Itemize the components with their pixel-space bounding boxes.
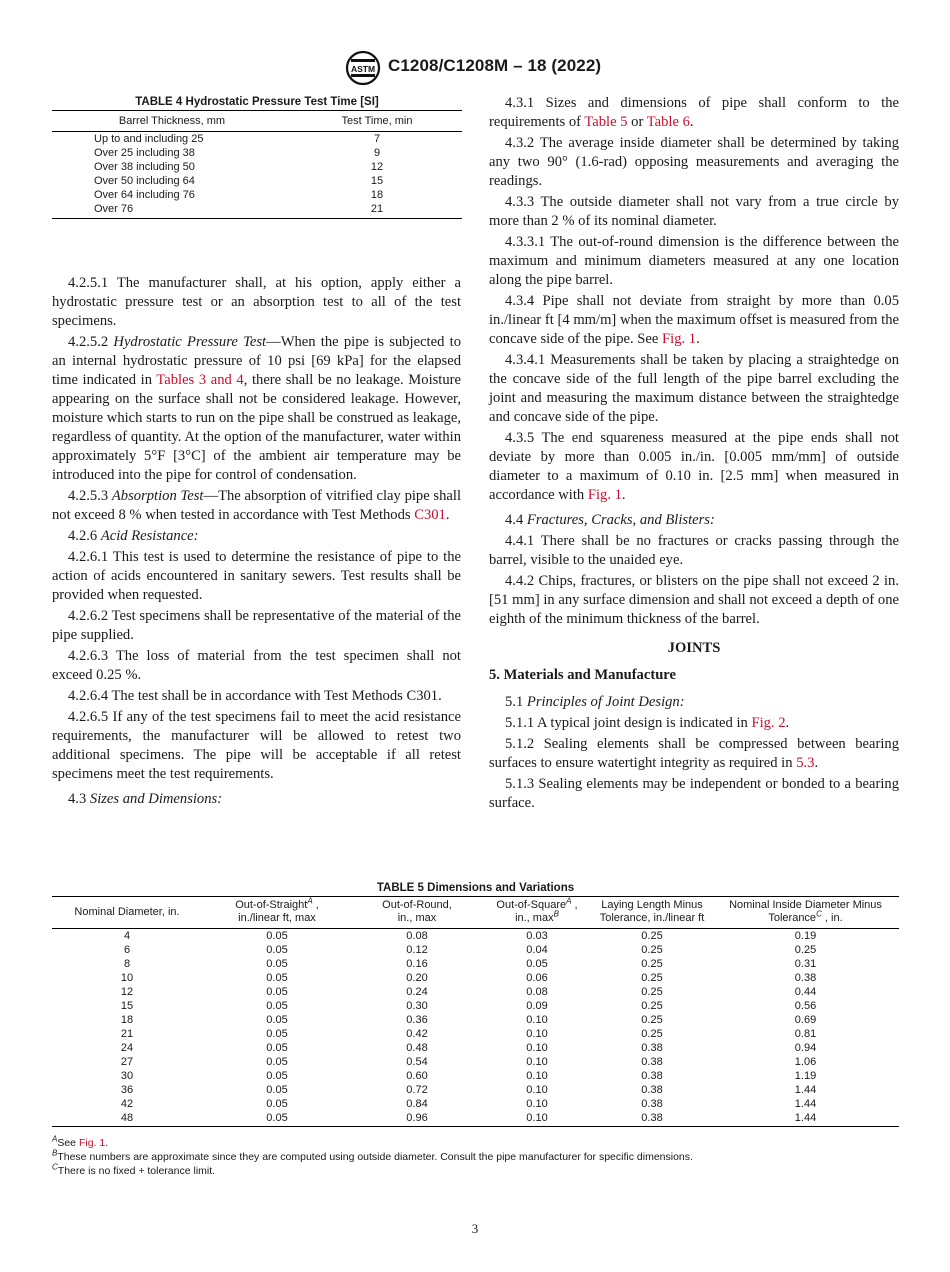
paragraph-4-4-2: 4.4.2 Chips, fractures, or blisters on the pipe shall not exceed 2 in. [51 mm] in any surface dimension and shall not exceed a depth of one eighth of the minimum thickness of the barrel. <box>489 573 899 627</box>
table-cell: Over 76 <box>52 202 292 219</box>
table-row <box>52 985 899 999</box>
footnote-marker: B <box>52 1148 58 1158</box>
table-cell: 0.05 <box>202 1111 352 1127</box>
table-row <box>52 202 462 219</box>
table-5-link[interactable]: Table 5 <box>584 114 628 130</box>
table-header-row <box>52 111 462 132</box>
left-column <box>52 274 461 811</box>
table-cell: 1.44 <box>794 1098 817 1110</box>
table-row <box>52 1013 899 1027</box>
table-cell: 0.38 <box>794 972 817 984</box>
table-cell: 0.05 <box>266 1084 288 1096</box>
footnote-text: See <box>57 1137 79 1149</box>
paragraph-4-3-1 <box>489 94 899 132</box>
table-cell: 0.25 <box>641 958 663 970</box>
section-number: 4.2.6 <box>68 528 98 544</box>
table-cell: 0.38 <box>641 1098 663 1110</box>
paragraph-text: 5.1.1 A typical joint design is indicated in <box>505 715 752 731</box>
table-cell: 1.06 <box>794 1056 817 1068</box>
table-row <box>52 971 899 985</box>
table-cell: 0.38 <box>641 1056 663 1068</box>
paragraph-4-2-6-1: 4.2.6.1 This test is used to determine the resistance of pipe to the action of acids encountered in sanitary sewers. Test results shall be provided when requested. <box>52 549 461 603</box>
table-cell: 36 <box>120 1084 134 1096</box>
table-4 <box>52 94 462 219</box>
table-cell: Over 50 including 64 <box>94 175 195 187</box>
table-row <box>52 929 899 944</box>
table-cell: 0.06 <box>526 972 548 984</box>
table-cell: 0.10 <box>526 1070 548 1082</box>
table-cell: 0.12 <box>406 944 428 956</box>
table-6-link[interactable]: Table 6 <box>646 114 690 130</box>
fig-2-link[interactable]: Fig. 2 <box>751 715 786 731</box>
table-cell: 0.10 <box>526 1042 548 1054</box>
paragraph-4-2-6-5: 4.2.6.5 If any of the test specimens fail to meet the acid resistance requirements, the manufacturer will be allowed to retest two additional specimens. The pipe will be acceptable if all retest specimens meet the test requirements. <box>52 709 461 782</box>
header-text: Tolerance, in./linear ft <box>599 912 705 924</box>
right-column <box>489 94 899 815</box>
table-cell: 0.05 <box>266 1056 288 1068</box>
header-text: Out-of-Round, <box>382 899 452 911</box>
paragraph-4-2-5-3 <box>52 487 461 525</box>
table-body <box>52 929 899 1127</box>
paragraph-4-2-5-2 <box>52 333 461 485</box>
paragraph-4-3-5 <box>489 429 899 505</box>
table-cell: 0.05 <box>266 986 288 998</box>
table-cell: 0.44 <box>794 986 817 998</box>
paragraph-4-3-3: 4.3.3 The outside diameter shall not vary from a true circle by more than 2 % of its nominal diameter. <box>489 194 899 229</box>
table-cell: 0.10 <box>482 1111 592 1127</box>
section-title: Acid Resistance: <box>100 528 199 544</box>
table-cell: 1.44 <box>712 1111 899 1127</box>
paragraph-4-3-4-1: 4.3.4.1 Measurements shall be taken by placing a straightedge on the concave side of the full length of the pipe barrel excluding the joint and measuring the maximum distance between the straightedge and concave side of the pipe. <box>489 352 899 425</box>
table-cell: 0.05 <box>266 944 288 956</box>
table-row <box>52 1055 899 1069</box>
paragraph-4-3-4 <box>489 292 899 349</box>
paragraph-text: 4.3.4 Pipe shall not deviate from straight by more than 0.05 in./linear ft [4 mm/m] when the maximum offset is measured from the concave side of the pipe. See <box>489 293 899 347</box>
table-cell: 0.25 <box>641 1000 663 1012</box>
header-text: Out-of-Square <box>496 899 567 911</box>
paragraph-4-2-6-2: 4.2.6.2 Test specimens shall be representative of the material of the pipe supplied. <box>52 608 461 643</box>
table-cell: 48 <box>52 1111 202 1127</box>
table-cell: 0.38 <box>641 1042 663 1054</box>
footnote-marker: B <box>553 909 559 919</box>
paragraph-4-4-1: 4.4.1 There shall be no fractures or cracks passing through the barrel, visible to the unaided eye. <box>489 533 899 568</box>
table-cell: Over 25 including 38 <box>94 147 195 159</box>
table-cell: 0.03 <box>526 930 548 942</box>
table-row <box>52 1111 899 1127</box>
paragraph-5-1-1 <box>489 714 899 733</box>
table-cell: 27 <box>120 1056 134 1068</box>
table-cell: 30 <box>120 1070 134 1082</box>
header-text: Laying Length Minus <box>601 899 703 911</box>
paragraph-5-1 <box>489 693 899 712</box>
table-cell: 0.69 <box>794 1014 817 1026</box>
column-header <box>352 897 482 929</box>
table-row <box>52 943 899 957</box>
page-number: 3 <box>471 1221 479 1236</box>
section-number: 4.2.5.3 <box>68 488 109 504</box>
paragraph-text: —The absorption of vitrified clay pipe shall not exceed 8 % when tested in accordance with Test Methods <box>52 488 461 523</box>
section-title: Principles of Joint Design: <box>526 694 685 710</box>
hydrostatic-table <box>52 110 462 219</box>
table-cell: 0.25 <box>641 944 663 956</box>
table-cell: 0.84 <box>406 1098 428 1110</box>
column-header <box>202 897 352 929</box>
table-cell: 0.25 <box>641 1028 663 1040</box>
table-caption: TABLE 4 Hydrostatic Pressure Test Time [SI] <box>135 96 379 108</box>
table-row <box>52 188 462 202</box>
document-id: C1208/C1208M – 18 (2022) <box>388 56 602 75</box>
table-cell: 0.25 <box>794 944 817 956</box>
c301-link[interactable]: C301 <box>414 507 446 523</box>
header-text: , <box>312 899 319 911</box>
astm-logo-icon <box>345 50 381 86</box>
table-cell: 0.25 <box>641 986 663 998</box>
joints-heading: JOINTS <box>667 640 721 656</box>
table-cell: 0.05 <box>266 958 288 970</box>
table-cell: 1.44 <box>794 1084 817 1096</box>
table-cell: 0.08 <box>406 930 428 942</box>
table-cell: 6 <box>123 944 131 956</box>
paragraph-4-2-6-4: 4.2.6.4 The test shall be in accordance with Test Methods C301. <box>68 688 442 704</box>
header-text: , in. <box>821 912 843 924</box>
table-row <box>52 146 462 160</box>
table-row <box>52 132 462 147</box>
section-5-3-link[interactable]: 5.3 <box>796 755 815 771</box>
table-cell: 42 <box>120 1098 134 1110</box>
table-cell: 0.05 <box>266 1000 288 1012</box>
table-cell: 21 <box>292 202 462 219</box>
footnote-text: . <box>105 1137 109 1149</box>
table-cell: 0.05 <box>266 1098 288 1110</box>
paragraph-4-2-6 <box>52 527 461 546</box>
table-cell: 0.10 <box>526 1028 548 1040</box>
table-cell: 0.94 <box>794 1042 817 1054</box>
table-cell: 9 <box>373 147 381 159</box>
table-cell: 0.20 <box>406 972 428 984</box>
paragraph-4-4 <box>489 511 899 530</box>
paragraph-text: . <box>445 507 450 523</box>
section-number: 5.1 <box>505 694 524 710</box>
section-title: Sizes and Dimensions: <box>89 791 223 807</box>
paragraph-text: or <box>627 114 647 130</box>
dimensions-table <box>52 896 899 1127</box>
section-number: 4.2.5.2 <box>68 334 109 350</box>
header-text: in./linear ft, max <box>238 912 316 924</box>
table-row <box>52 160 462 174</box>
table-5-footnotes <box>52 1136 899 1178</box>
table-cell: 0.08 <box>526 986 548 998</box>
table-cell: 15 <box>370 175 384 187</box>
table-cell: 10 <box>120 972 134 984</box>
fig-1-link[interactable]: Fig. 1 <box>662 331 697 347</box>
table-cell: 18 <box>370 189 384 201</box>
section-title: Absorption Test <box>111 488 204 504</box>
table-cell: 0.96 <box>352 1111 482 1127</box>
table-cell: 0.30 <box>406 1000 428 1012</box>
column-header <box>712 897 899 929</box>
table-cell: 0.38 <box>592 1111 712 1127</box>
table-cell: 12 <box>120 986 134 998</box>
table-cell: 0.25 <box>641 972 663 984</box>
table-cell: 0.05 <box>266 930 288 942</box>
paragraph-text: 4.3.5 The end squareness measured at the pipe ends shall not deviate by more than 0.005 in./in. [0.005 mm/mm] of outside diameter to a maximum of 0.10 in. [2.5 mm] when measured in accordance with <box>489 430 899 503</box>
header-text: Nominal Inside Diameter Minus <box>729 899 882 911</box>
paragraph-text: . <box>785 715 790 731</box>
table-cell: Over 64 including 76 <box>94 189 195 201</box>
paragraph-text: . <box>621 487 626 503</box>
header-text: in., max <box>397 912 437 924</box>
table-cell: 0.10 <box>526 1098 548 1110</box>
section-5-heading: 5. Materials and Manufacture <box>489 667 676 683</box>
paragraph-text: 4.3.1 Sizes and dimensions of pipe shall conform to the requirements of <box>489 95 899 130</box>
paragraph-4-3-2: 4.3.2 The average inside diameter shall be determined by taking any two 90° (1.6-rad) opposing measurements and averaging the readings. <box>489 135 899 189</box>
footnote-c <box>52 1164 899 1178</box>
column-header <box>52 897 202 929</box>
fig-1-link[interactable]: Fig. 1 <box>78 1137 106 1149</box>
paragraph-5-1-3: 5.1.3 Sealing elements may be independent or bonded to a bearing surface. <box>489 776 899 811</box>
table-cell: 0.42 <box>406 1028 428 1040</box>
table-caption: TABLE 5 Dimensions and Variations <box>376 882 575 894</box>
table-cell: 8 <box>123 958 131 970</box>
table-cell: Up to and including 25 <box>94 133 204 145</box>
paragraph-text: . <box>689 114 694 130</box>
paragraph-text: . <box>696 331 700 347</box>
table-cell: 0.10 <box>526 1056 548 1068</box>
table-cell: 0.38 <box>641 1084 663 1096</box>
table-row <box>52 1069 899 1083</box>
footnote-marker: C <box>52 1162 58 1172</box>
table-cell: 0.19 <box>794 930 817 942</box>
table-cell: 1.19 <box>794 1070 817 1082</box>
paragraph-4-3 <box>52 790 461 809</box>
column-header: Test Time, min <box>292 111 462 132</box>
table-row <box>52 1083 899 1097</box>
header-text: Out-of-Straight <box>235 899 308 911</box>
table-cell: 0.48 <box>406 1042 428 1054</box>
table-cell: 12 <box>370 161 384 173</box>
table-row <box>52 957 899 971</box>
paragraph-4-3-3-1: 4.3.3.1 The out-of-round dimension is the difference between the maximum and minimum diameters measured at any one location along the pipe barrel. <box>489 234 899 288</box>
footnote-marker: A <box>307 896 313 906</box>
footnote-text: These numbers are approximate since they are computed using outside diameter. Consult the pipe manufacturer for specific dimensions. <box>57 1151 693 1163</box>
table-row <box>52 1097 899 1111</box>
footnote-marker: C <box>816 909 822 919</box>
paragraph-4-2-5-1: 4.2.5.1 The manufacturer shall, at his option, apply either a hydrostatic pressure test or an absorption test to all of the test specimens. <box>52 275 461 329</box>
table-cell: 0.05 <box>526 958 548 970</box>
table-header-row <box>52 897 899 929</box>
paragraph-4-2-6-3: 4.2.6.3 The loss of material from the test specimen shall not exceed 0.25 %. <box>52 648 461 683</box>
paragraph-text: 5.1.2 Sealing elements shall be compressed between bearing surfaces to ensure watertight integrity as required in <box>489 736 899 771</box>
footnote-marker: A <box>566 896 572 906</box>
table-5 <box>52 880 899 1127</box>
table-cell: 0.25 <box>641 930 663 942</box>
tables-3-4-link[interactable]: Tables 3 and 4 <box>156 372 244 388</box>
table-cell: 0.10 <box>526 1084 548 1096</box>
table-cell: 0.05 <box>266 1070 288 1082</box>
footnote-b <box>52 1150 899 1164</box>
table-cell: 0.72 <box>406 1084 428 1096</box>
table-row <box>52 1041 899 1055</box>
header-text: in., max <box>515 912 554 924</box>
table-cell: 0.31 <box>794 958 817 970</box>
table-row <box>52 174 462 188</box>
paragraph-text: . <box>814 755 819 771</box>
header-text: Tolerance <box>768 912 817 924</box>
table-cell: 0.81 <box>794 1028 817 1040</box>
table-cell: 0.09 <box>526 1000 548 1012</box>
table-cell: 0.25 <box>641 1014 663 1026</box>
column-header <box>592 897 712 929</box>
footnote-text: There is no fixed + tolerance limit. <box>57 1165 216 1177</box>
table-cell: 0.10 <box>526 1014 548 1026</box>
footnote-marker: A <box>52 1134 58 1144</box>
section-title: Hydrostatic Pressure Test <box>113 334 267 350</box>
fig-1-link[interactable]: Fig. 1 <box>587 487 622 503</box>
table-cell: 0.54 <box>406 1056 428 1068</box>
table-cell: 0.04 <box>526 944 548 956</box>
paragraph-text: —When the pipe is subjected to an internal hydrostatic pressure of 10 psi [69 kPa] for the elapsed time indicated in <box>52 334 461 388</box>
page-header <box>0 50 950 84</box>
paragraph-text: , there shall be no leakage. Moisture appearing on the surface shall not be considered leakage. However, moisture which starts to run on the pipe shall be construed as leakage, regardless of quantity. At the option of the manufacturer, water within approximately 5°F [3°C] of the ambient air temperature may be introduced into the pipe for control of condensation. <box>52 372 461 483</box>
section-number: 4.3 <box>68 791 87 807</box>
table-cell: 0.05 <box>266 972 288 984</box>
section-title: Fractures, Cracks, and Blisters: <box>526 512 715 528</box>
table-cell: 4 <box>123 930 131 942</box>
table-cell: 0.38 <box>641 1070 663 1082</box>
table-cell: 0.05 <box>266 1028 288 1040</box>
table-cell: 7 <box>373 133 381 145</box>
table-cell: Over 38 including 50 <box>94 161 195 173</box>
table-row <box>52 1027 899 1041</box>
table-cell: 15 <box>120 1000 134 1012</box>
table-cell: 0.36 <box>406 1014 428 1026</box>
paragraph-5-1-2 <box>489 735 899 773</box>
column-header: Barrel Thickness, mm <box>52 111 292 132</box>
table-cell: 0.16 <box>406 958 428 970</box>
header-text: , <box>571 899 578 911</box>
section-number: 4.4 <box>505 512 524 528</box>
table-row <box>52 999 899 1013</box>
footnote-a <box>52 1136 899 1150</box>
table-cell: 18 <box>120 1014 134 1026</box>
table-cell: 0.56 <box>794 1000 817 1012</box>
svg-text:ASTM: ASTM <box>350 64 376 74</box>
column-header <box>482 897 592 929</box>
table-cell: 0.05 <box>266 1014 288 1026</box>
table-cell: 0.60 <box>406 1070 428 1082</box>
table-cell: 0.24 <box>406 986 428 998</box>
table-cell: 21 <box>120 1028 134 1040</box>
table-cell: 24 <box>120 1042 134 1054</box>
header-text: Nominal Diameter, in. <box>74 905 180 918</box>
table-cell: 0.05 <box>266 1042 288 1054</box>
